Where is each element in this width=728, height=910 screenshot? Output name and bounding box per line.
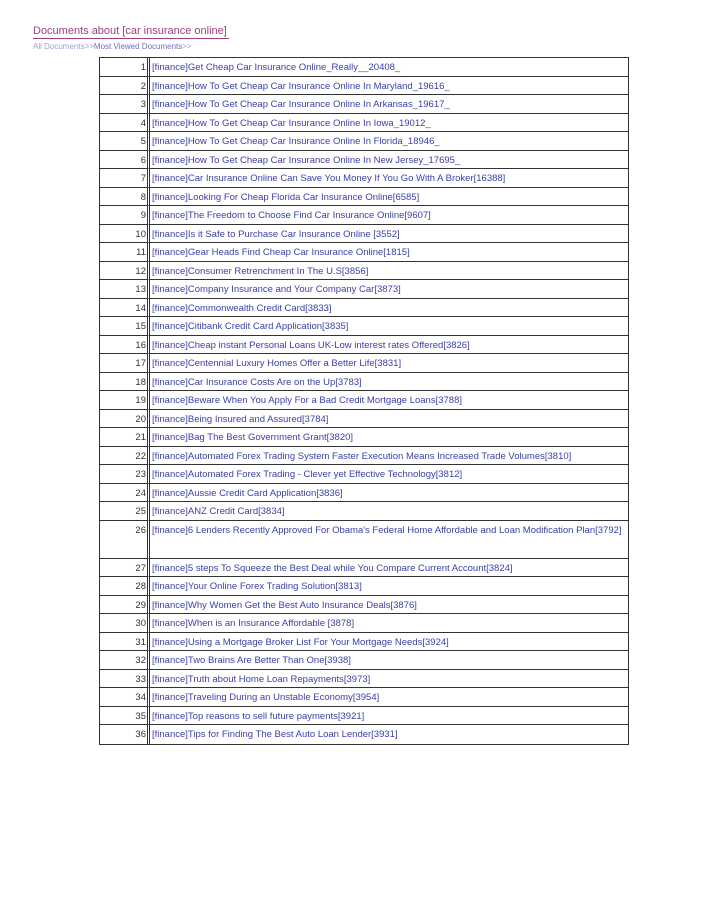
document-row — [100, 151, 628, 170]
document-row-number: 28 — [100, 577, 150, 596]
document-row-number: 18 — [100, 373, 150, 392]
page-title: Documents about [car insurance online] — [33, 25, 227, 37]
document-link[interactable]: [finance]Looking For Cheap Florida Car Insurance Online[6585] — [150, 188, 628, 207]
document-row — [100, 428, 628, 447]
document-row — [100, 651, 628, 670]
document-row-number: 1 — [100, 58, 150, 77]
document-row-number: 30 — [100, 614, 150, 633]
document-link[interactable]: [finance]6 Lenders Recently Approved For Obama's Federal Home Affordable and Loan Modification Plan[3792] — [150, 521, 628, 559]
document-row-number: 32 — [100, 651, 150, 670]
document-link[interactable]: [finance]Automated Forex Trading System Faster Execution Means Increased Trade Volumes[3810] — [150, 447, 628, 466]
document-link[interactable]: [finance]Centennial Luxury Homes Offer a Better Life[3831] — [150, 354, 628, 373]
document-row — [100, 336, 628, 355]
document-row — [100, 169, 628, 188]
document-link[interactable]: [finance]Company Insurance and Your Company Car[3873] — [150, 280, 628, 299]
document-row — [100, 95, 628, 114]
document-link[interactable]: [finance]Traveling During an Unstable Economy[3954] — [150, 688, 628, 707]
document-row-number: 9 — [100, 206, 150, 225]
document-link[interactable]: [finance]Is it Safe to Purchase Car Insurance Online [3552] — [150, 225, 628, 244]
document-link[interactable]: [finance]Consumer Retrenchment In The U.S[3856] — [150, 262, 628, 281]
document-row-number: 27 — [100, 559, 150, 578]
document-row — [100, 410, 628, 429]
document-link[interactable]: [finance]Aussie Credit Card Application[3836] — [150, 484, 628, 503]
document-row-number: 19 — [100, 391, 150, 410]
document-link[interactable]: [finance]How To Get Cheap Car Insurance Online In Florida_18946_ — [150, 132, 628, 151]
document-link[interactable]: [finance]Beware When You Apply For a Bad Credit Mortgage Loans[3788] — [150, 391, 628, 410]
document-link[interactable]: [finance]Citibank Credit Card Application[3835] — [150, 317, 628, 336]
document-row — [100, 670, 628, 689]
document-link[interactable]: [finance]Cheap instant Personal Loans UK-Low interest rates Offered[3826] — [150, 336, 628, 355]
page-header — [33, 21, 229, 52]
document-row — [100, 707, 628, 726]
document-row — [100, 206, 628, 225]
document-row-number: 21 — [100, 428, 150, 447]
document-link[interactable]: [finance]Top reasons to sell future payments[3921] — [150, 707, 628, 726]
document-row — [100, 577, 628, 596]
document-link[interactable]: [finance]How To Get Cheap Car Insurance Online In Iowa_19012_ — [150, 114, 628, 133]
document-row-number: 14 — [100, 299, 150, 318]
document-link[interactable]: [finance]Commonwealth Credit Card[3833] — [150, 299, 628, 318]
document-link[interactable]: [finance]Car Insurance Online Can Save You Money If You Go With A Broker[16388] — [150, 169, 628, 188]
documents-table-body — [100, 58, 628, 744]
document-row-number: 20 — [100, 410, 150, 429]
document-row-number: 7 — [100, 169, 150, 188]
document-row-number: 11 — [100, 243, 150, 262]
document-row-number: 17 — [100, 354, 150, 373]
document-row-number: 6 — [100, 151, 150, 170]
breadcrumb-most-viewed-link[interactable]: Most Viewed Documents — [93, 42, 183, 51]
breadcrumb — [33, 41, 229, 52]
document-link[interactable]: [finance]How To Get Cheap Car Insurance Online In New Jersey_17695_ — [150, 151, 628, 170]
document-row-number: 29 — [100, 596, 150, 615]
document-row — [100, 391, 628, 410]
document-link[interactable]: [finance]Automated Forex Trading - Clever yet Effective Technology[3812] — [150, 465, 628, 484]
document-row — [100, 447, 628, 466]
document-row — [100, 633, 628, 652]
document-row — [100, 688, 628, 707]
document-row — [100, 373, 628, 392]
document-link[interactable]: [finance]Car Insurance Costs Are on the Up[3783] — [150, 373, 628, 392]
document-link[interactable]: [finance]5 steps To Squeeze the Best Deal while You Compare Current Account[3824] — [150, 559, 628, 578]
document-link[interactable]: [finance]How To Get Cheap Car Insurance Online In Arkansas_19617_ — [150, 95, 628, 114]
document-row-number: 4 — [100, 114, 150, 133]
document-row-number: 26 — [100, 521, 150, 559]
document-link[interactable]: [finance]How To Get Cheap Car Insurance Online In Maryland_19616_ — [150, 77, 628, 96]
document-link[interactable]: [finance]Your Online Forex Trading Solution[3813] — [150, 577, 628, 596]
document-row — [100, 280, 628, 299]
document-row — [100, 58, 628, 77]
document-row-number: 3 — [100, 95, 150, 114]
document-row-number: 31 — [100, 633, 150, 652]
document-row — [100, 521, 628, 559]
document-row — [100, 502, 628, 521]
document-row-number: 5 — [100, 132, 150, 151]
document-link[interactable]: [finance]Get Cheap Car Insurance Online_Really__20408_ — [150, 58, 628, 77]
document-link[interactable]: [finance]Tips for Finding The Best Auto Loan Lender[3931] — [152, 729, 398, 740]
breadcrumb-separator: >> — [84, 42, 94, 51]
document-row-number: 8 — [100, 188, 150, 207]
breadcrumb-separator-end: >> — [182, 42, 192, 51]
document-link[interactable]: [finance]Using a Mortgage Broker List For Your Mortgage Needs[3924] — [150, 633, 628, 652]
document-row-number: 34 — [100, 688, 150, 707]
document-row-number: 10 — [100, 225, 150, 244]
document-row — [100, 465, 628, 484]
document-link[interactable]: [finance]When is an Insurance Affordable [3878] — [150, 614, 628, 633]
breadcrumb-all-documents-link[interactable]: All Documents — [33, 42, 85, 51]
document-row-number: 22 — [100, 447, 150, 466]
document-row-number: 12 — [100, 262, 150, 281]
document-row-number: 36 — [100, 725, 150, 744]
document-row — [100, 725, 628, 744]
document-link[interactable]: [finance]Being Insured and Assured[3784] — [150, 410, 628, 429]
document-link[interactable]: [finance]Truth about Home Loan Repayments[3973] — [150, 670, 628, 689]
document-row — [100, 299, 628, 318]
document-row — [100, 243, 628, 262]
document-row — [100, 354, 628, 373]
document-row — [100, 225, 628, 244]
document-row-number: 16 — [100, 336, 150, 355]
document-row-number: 35 — [100, 707, 150, 726]
document-link[interactable]: [finance]Two Brains Are Better Than One[3938] — [150, 651, 628, 670]
document-row-number: 24 — [100, 484, 150, 503]
document-link[interactable]: [finance]ANZ Credit Card[3834] — [150, 502, 628, 521]
document-row — [100, 188, 628, 207]
document-link[interactable]: [finance]Bag The Best Government Grant[3820] — [150, 428, 628, 447]
document-row-number: 33 — [100, 670, 150, 689]
document-row — [100, 559, 628, 578]
document-row-number: 2 — [100, 77, 150, 96]
document-row-number: 13 — [100, 280, 150, 299]
document-row — [100, 596, 628, 615]
documents-table — [99, 57, 629, 745]
document-row — [100, 114, 628, 133]
document-row — [100, 317, 628, 336]
document-link[interactable]: [finance]Why Women Get the Best Auto Insurance Deals[3876] — [150, 596, 628, 615]
document-row — [100, 262, 628, 281]
document-row — [100, 614, 628, 633]
document-row-number: 15 — [100, 317, 150, 336]
document-row-number: 23 — [100, 465, 150, 484]
document-row — [100, 484, 628, 503]
document-row-number: 25 — [100, 502, 150, 521]
document-row — [100, 77, 628, 96]
document-link[interactable]: [finance]Gear Heads Find Cheap Car Insurance Online[1815] — [150, 243, 628, 262]
document-link[interactable]: [finance]The Freedom to Choose Find Car Insurance Online[9607] — [150, 206, 628, 225]
document-row — [100, 132, 628, 151]
